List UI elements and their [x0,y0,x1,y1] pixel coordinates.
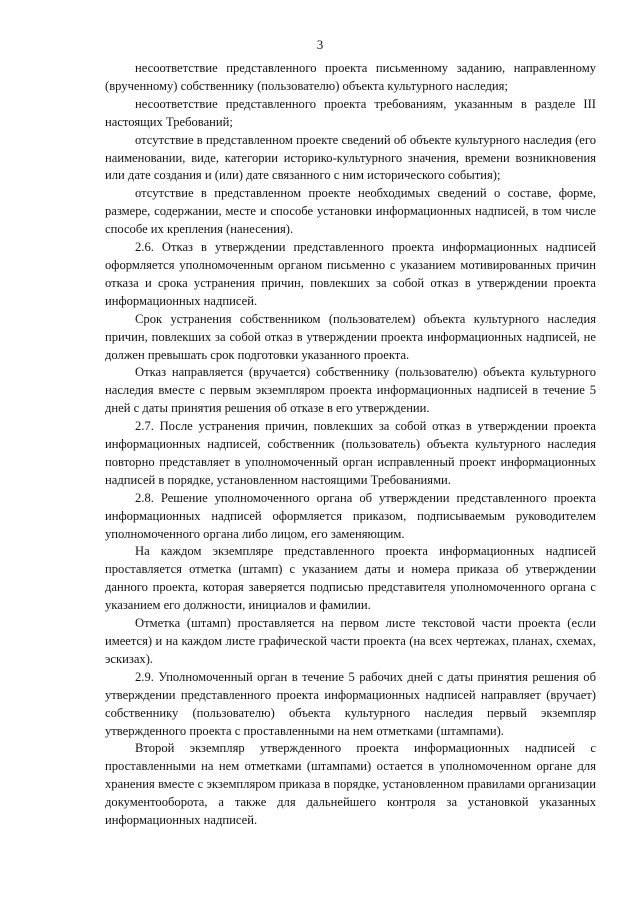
paragraph-correction-deadline: Срок устранения собственником (пользователем) объекта культурного наследия причин, повлекших за собой отказ в утверждении проекта информационных надписей, не должен превышать срок подготовки указанного проекта. [105,311,596,362]
paragraph-stamp-placement: Отметка (штамп) проставляется на первом листе текстовой части проекта (если имеется) и на каждом листе графической части проекта (на всех чертежах, планах, схемах, эскизах). [105,616,596,666]
paragraph-stamp-on-copies: На каждом экземпляре представленного проекта информационных надписей проставляется отметка (штамп) с указанием даты и номера приказа об утверждении данного проекта, которая заверяется подписью представителя уполномоченного органа с указанием его должности, инициалов и фамилии. [105,544,596,613]
paragraph-missing-object-info: отсутствие в представленном проекте сведений об объекте культурного наследия (его наименовании, виде, категории историко-культурного значения, времени возникновения или дате создания и (или) дате связанного с ним исторического события); [105,132,596,183]
paragraph-missing-inscription-info: отсутствие в представленном проекте необходимых сведений о составе, форме, размере, содержании, месте и способе установки информационных надписей, в том числе способе их крепления (нанесения). [105,186,596,237]
paragraph-2-9: 2.9. Уполномоченный орган в течение 5 рабочих дней с даты принятия решения об утверждении представленного проекта информационных надписей направляет (вручает) собственнику (пользователю) объекта культурного наследия первый экземпляр утвержденного проекта с проставленными на нем отметками (штампами). [105,669,596,738]
paragraph-2-8: 2.8. Решение уполномоченного органа об утверждении представленного проекта информационных надписей оформляется приказом, подписываемым руководителем уполномоченного органа либо лицом, его заменяющим. [105,490,596,541]
paragraph-mismatch-requirements: несоответствие представленного проекта требованиям, указанным в разделе III настоящих Требований; [105,96,596,129]
paragraph-refusal-delivery: Отказ направляется (вручается) собственнику (пользователю) объекта культурного наследия вместе с первым экземпляром проекта информационных надписей в течение 5 дней с даты принятия решения об отказе в его утверждении. [105,365,596,416]
paragraph-mismatch-assignment: несоответствие представленного проекта письменному заданию, направленному (врученному) собственнику (пользователю) объекта культурного наследия; [105,61,596,93]
paragraph-2-6: 2.6. Отказ в утверждении представленного проекта информационных надписей оформляется уполномоченным органом письменно с указанием мотивированных причин отказа и срока устранения причин, повлекших за собой отказ в утверждении проекта информационных надписей. [105,240,596,308]
paragraph-second-copy: Второй экземпляр утвержденного проекта информационных надписей с проставленными на нем отметками (штампами) остается в уполномоченном органе для хранения вместе с экземпляром приказа в порядке, установленном правилами организации документооборота, а также для дальнейшего контроля за установкой указанных информационных надписей. [105,741,596,828]
page-number: 3 [316,37,324,52]
paragraph-2-7: 2.7. После устранения причин, повлекших за собой отказ в утверждении проекта информационных надписей, собственник (пользователь) объекта культурного наследия повторно представляет в уполномоченный орган исправленный проект информационных надписей в порядке, установленном настоящими Требованиями. [105,419,596,487]
document-body [105,60,596,830]
